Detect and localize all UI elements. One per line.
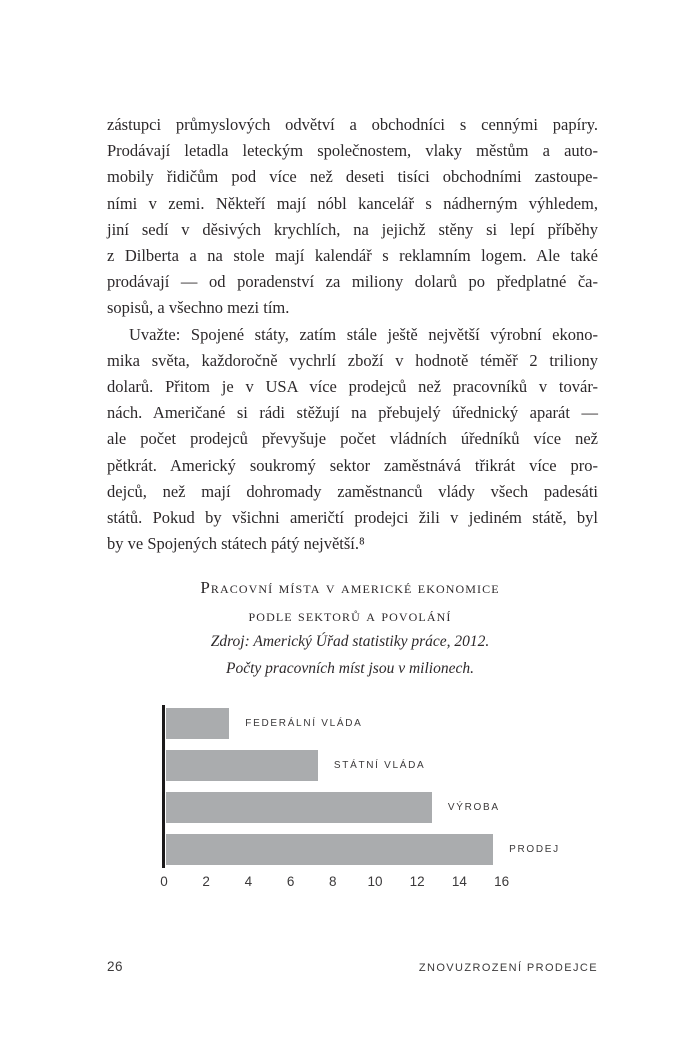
- text-line: mika světa, každoročně vychrlí zboží v hodnotě téměř 2 triliony: [107, 350, 598, 370]
- bar-row: [166, 792, 500, 823]
- text-line: mobily řidičům pod více než deseti tisíci obchodními zastoupe-: [107, 167, 598, 187]
- text-line: Prodávají letadla leteckým společnostem, vlaky městům a auto-: [107, 141, 598, 161]
- text-line: sopisů, a všechno mezi tím.: [107, 298, 290, 318]
- running-title: ZNOVUZROZENÍ PRODEJCE: [418, 962, 598, 974]
- chart-title-line-2: podle sektorů a povolání: [248, 606, 452, 625]
- chart-title-line-1: Pracovní místa v americké ekonomice: [200, 578, 500, 597]
- chart-subtitle: [0, 628, 700, 682]
- chart-source-line: Zdroj: Americký Úřad statistiky práce, 2012.: [210, 633, 490, 650]
- bar-row: [166, 750, 426, 781]
- paragraph-2: [107, 322, 598, 558]
- bar-row: [166, 708, 363, 739]
- text-line: jiní sedí v děsivých krychlích, na jejichž stěny si lepí příběhy: [107, 219, 598, 239]
- x-tick-label: 0: [160, 874, 168, 889]
- text-line: pětkrát. Americký soukromý sektor zaměstnává třikrát více pro-: [107, 455, 598, 475]
- bar-label: PRODEJ: [509, 844, 560, 855]
- text-line: dejců, než mají dohromady zaměstnanců vlády všech padesáti: [107, 481, 598, 501]
- page-footer: [107, 959, 598, 974]
- chart-title: [0, 574, 700, 630]
- text-line: zástupci průmyslových odvětví a obchodníci s cennými papíry.: [107, 115, 598, 134]
- text-line: ními v zemi. Někteří mají nóbl kancelář s nádherným výhledem,: [107, 193, 598, 213]
- bar-2: [166, 750, 318, 781]
- chart-note-line: Počty pracovních míst jsou v milionech.: [226, 660, 474, 677]
- text-line: nách. Američané si rádi stěžují na přebujelý úřednický aparát —: [107, 403, 598, 423]
- x-tick-label: 10: [367, 874, 383, 889]
- text-line: ale počet prodejců převyšuje počet vládních úředníků více než: [107, 429, 598, 449]
- bar-chart: [160, 705, 634, 905]
- x-tick-label: 2: [202, 874, 210, 889]
- text-line: dolarů. Přitom je v USA více prodejců než pracovníků v továr-: [107, 377, 598, 397]
- text-line: Uvažte: Spojené státy, zatím stále ještě největší výrobní ekono-: [129, 324, 598, 344]
- text-line: by ve Spojených státech pátý největší.⁸: [107, 534, 365, 554]
- bar-3: [166, 792, 432, 823]
- text-line: prodávají — od poradenství za miliony dolarů po předplatné ča-: [107, 272, 598, 292]
- text-line: států. Pokud by všichni američtí prodejci žili v jediném státě, byl: [107, 508, 598, 528]
- body-text: [107, 112, 598, 557]
- x-tick-label: 12: [409, 874, 425, 889]
- page-number: 26: [107, 959, 124, 974]
- x-tick-label: 8: [329, 874, 337, 889]
- x-tick-label: 6: [286, 874, 295, 889]
- bar-label: VÝROBA: [447, 802, 500, 813]
- x-tick-label: 4: [244, 874, 253, 889]
- bar-label: STÁTNÍ VLÁDA: [333, 760, 426, 771]
- bar-row: [166, 834, 560, 865]
- text-line: z Dilberta a na stole mají kalendář s reklamním logem. Ale také: [107, 246, 598, 266]
- x-tick-label: 14: [451, 874, 467, 889]
- bar-4: [166, 834, 493, 865]
- bar-1: [166, 708, 229, 739]
- x-tick-label: 16: [494, 874, 510, 889]
- bar-label: FEDERÁLNÍ VLÁDA: [245, 718, 363, 729]
- y-axis-line: [162, 705, 165, 868]
- paragraph-1: [107, 112, 598, 322]
